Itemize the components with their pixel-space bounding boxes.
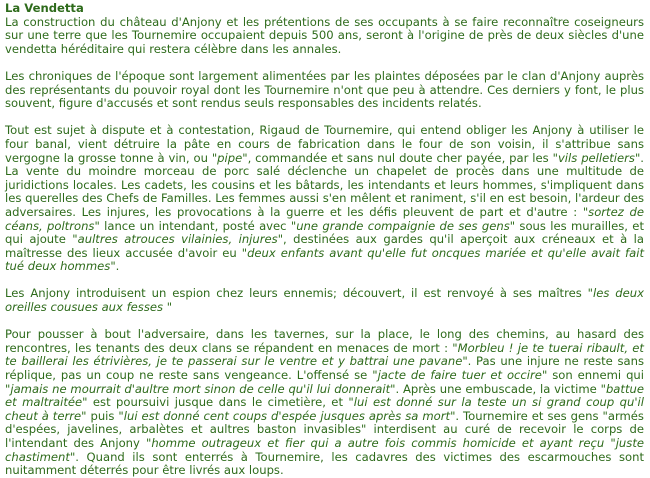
quoted-text: deux enfants avant qu'elle fut oncques mariée et qu'elle avait fait tué deux hommes — [5, 245, 644, 274]
quoted-text: jamais ne mourrait d'aultre mort sinon de celle qu'il lui donnerait — [10, 381, 391, 396]
text-run: " son ennemi qui " — [5, 368, 644, 396]
quoted-text: aultres atrouces vilainies, injures — [77, 232, 278, 247]
quoted-text: Morbleu ! je te tuerai ribault, et te baillerai les étrivières, je te passerai sur le ventre et y battrai une pavane — [5, 340, 644, 369]
text-run: " puis " — [81, 408, 124, 423]
quoted-text: jacte de faire tuer et occire — [377, 368, 542, 383]
quoted-text: homme outrageux et fier qui a autre fois commis homicide et ayant reçu "juste chastiment — [5, 436, 644, 464]
quoted-text: pipe — [217, 150, 243, 165]
paragraph — [5, 287, 644, 314]
text-run: " — [163, 300, 173, 315]
quoted-text: sortez de céans, poltrons — [5, 204, 644, 233]
quoted-text: lui est donné sur la teste un si grand coup qu'il cheut à terre — [5, 395, 644, 423]
text-run: ", destinées aux gardes qu'il aperçoit aux créneaux et à la maîtresse des lieux accusée d'avoir eu " — [5, 232, 644, 260]
text-run: ". — [110, 259, 120, 274]
text-run: ". Après une embuscade, la victime " — [390, 381, 606, 396]
text-run: " lance un intendant, posté avec " — [94, 218, 297, 233]
text-run: ". La vente du moindre morceau de porc salé déclenche un chapelet de procès dans une multitude de juridictions locales. Les cadets, les cousins et les bâtards, les intendants et leurs hommes, s'impliquent dans les querelles des Chefs de Familles. Les femmes aussi s'en mêlent et raniment, s'il en est besoin, l'ardeur des adversaires. Les injures, les provocations à la guerre et les défis pleuvent de part et d'autre : " — [5, 150, 644, 219]
text-run: Pour pousser à bout l'adversaire, dans les tavernes, sur la place, le long des chemins, au hasard des rencontres, les tenants des deux clans se répandent en menaces de mort : " — [5, 327, 644, 355]
text-run: " sous les murailles, et qui ajoute " — [5, 218, 644, 247]
document-title: La Vendetta — [5, 1, 84, 15]
text-run: ". Tournemire et ses gens "armés d'espées, javelines, arbalètes et aultres baston invasibles" interdisent au curé de recevoir le corps de l'intendant des Anjony " — [5, 408, 644, 450]
text-run: ". Pas une injure ne reste sans réplique, pas un coup ne reste sans vengeance. L'offensé se " — [5, 354, 644, 383]
quoted-text: battue et maltraitée — [5, 381, 644, 410]
text-run: Tout est sujet à dispute et à contestation, Rigaud de Tournemire, qui entend obliger les Anjony à utiliser le four banal, vient détruire la pâte en cours de fabrication dans le four de son voisin, il s'attribue sans vergogne la grosse tonne à vin, ou " — [5, 123, 644, 165]
paragraph — [5, 16, 644, 57]
text-run: Les Anjony introduisent un espion chez leurs ennemis; découvert, il est renvoyé à ses maîtres " — [5, 286, 593, 301]
text-run: ", commandée et sans nul doute cher payée, par les " — [242, 150, 558, 165]
text-run: La construction du château d'Anjony et les prétentions de ses occupants à se faire reconnaître coseigneurs sur une terre que les Tournemire occupaient depuis 500 ans, seront à l'origine de près de deux siècles d'une vendetta héréditaire qui restera célèbre dans les annales. — [5, 14, 644, 56]
text-run: Les chroniques de l'époque sont largement alimentées par les plaintes déposées par le clan d'Anjony auprès des représentants du pouvoir royal dont les Tournemire n'ont que peu à attendre. Ces derniers y font, le plus souvent, figure d'accusés et sont rendus seuls responsables des incidents relatés. — [5, 68, 644, 111]
paragraph — [5, 70, 644, 111]
quoted-text: vils pelletiers — [557, 150, 635, 165]
text-run: " est poursuivi jusque dans le cimetière, et " — [82, 395, 354, 410]
quoted-text: une grande compaignie de ses gens — [296, 218, 510, 233]
paragraph — [5, 124, 644, 274]
quoted-text: les deux oreilles cousues aux fesses — [5, 286, 644, 315]
quoted-text: lui est donné cent coups d'espée jusques après sa mort — [123, 408, 451, 423]
paragraph — [5, 328, 644, 478]
text-run: ". Quand ils sont enterrés à Tournemire, les cadavres des victimes des escarmouches sont nuitamment déterrés pour être livrés aux loups. — [5, 449, 644, 478]
